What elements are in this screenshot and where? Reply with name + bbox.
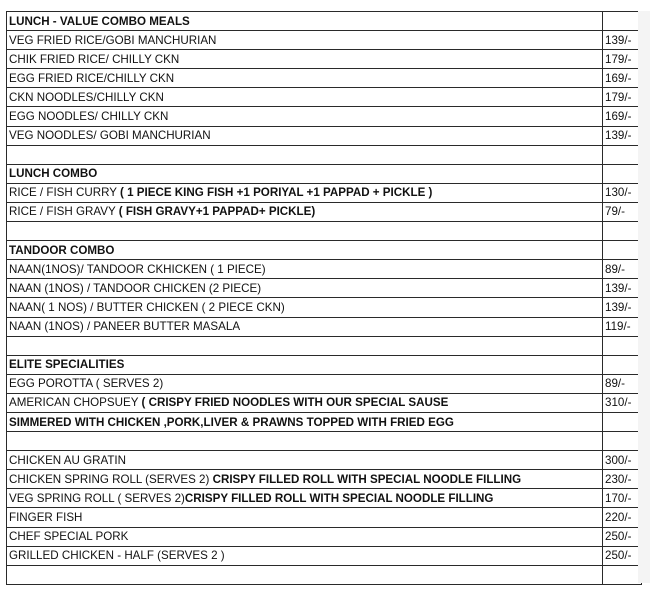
item-name: [7, 374, 603, 393]
item-price: 179/-: [603, 88, 642, 107]
menu-table: [6, 11, 642, 585]
item-name: [7, 527, 603, 546]
item-description: SIMMERED WITH CHICKEN ,PORK,LIVER & PRAWNS TOPPED WITH FRIED EGG: [9, 415, 454, 429]
menu-item-row: [7, 374, 642, 393]
item-name: [7, 432, 603, 451]
menu-section-heading: [7, 241, 642, 260]
menu-item-row: [7, 183, 642, 202]
item-name-text: AMERICAN CHOPSUEY: [9, 396, 142, 410]
item-price: 139/-: [603, 31, 642, 50]
item-name-text: CHICKEN AU GRATIN: [9, 453, 127, 467]
item-name: [7, 126, 603, 145]
menu-section-heading: [7, 164, 642, 183]
item-price: 310/-: [603, 393, 642, 412]
menu-item-row: [7, 260, 642, 279]
item-name: [7, 546, 603, 565]
menu-item-row: [7, 393, 642, 412]
item-name: [7, 145, 603, 164]
item-name-text: CHICKEN SPRING ROLL (SERVES 2): [9, 472, 213, 486]
menu-item-row: [7, 88, 642, 107]
item-name: [7, 50, 603, 69]
item-name: [7, 470, 603, 489]
menu-item-row: [7, 31, 642, 50]
item-name-text: ELITE SPECIALITIES: [9, 358, 125, 372]
menu-item-row: [7, 126, 642, 145]
item-name: [7, 88, 603, 107]
item-description: ( CRISPY FRIED NOODLES WITH OUR SPECIAL SAUSE: [141, 396, 449, 410]
item-price: [603, 432, 642, 451]
item-name: [7, 336, 603, 355]
item-name: [7, 393, 603, 412]
menu-item-row: [7, 508, 642, 527]
menu-item-row: [7, 527, 642, 546]
item-name-text: LUNCH COMBO: [9, 167, 98, 181]
item-price: 79/-: [603, 202, 642, 221]
item-name: [7, 451, 603, 470]
item-name: [7, 317, 603, 336]
item-price: [603, 145, 642, 164]
menu-blank-row: [7, 145, 642, 164]
item-name-text: TANDOOR COMBO: [9, 243, 115, 257]
menu-item-row: [7, 470, 642, 489]
item-price: [603, 355, 642, 374]
menu-item-row: [7, 412, 642, 431]
item-price: 230/-: [603, 470, 642, 489]
item-description: ( 1 PIECE KING FISH +1 PORIYAL +1 PAPPAD + PICKLE ): [120, 186, 433, 200]
item-name-text: GRILLED CHICKEN - HALF (SERVES 2 ): [9, 549, 225, 563]
menu-item-row: [7, 202, 642, 221]
item-name: [7, 69, 603, 88]
section-title: [7, 164, 603, 183]
menu-item-row: [7, 317, 642, 336]
menu-blank-row: [7, 222, 642, 241]
item-name: [7, 489, 603, 508]
item-price: 139/-: [603, 126, 642, 145]
item-price: 119/-: [603, 317, 642, 336]
item-name-text: NAAN (1NOS) / PANEER BUTTER MASALA: [9, 320, 241, 334]
item-name: [7, 412, 603, 431]
item-description: CRISPY FILLED ROLL WITH SPECIAL NOODLE FILLING: [184, 491, 494, 505]
item-price: 89/-: [603, 260, 642, 279]
item-price: 170/-: [603, 489, 642, 508]
item-price: 300/-: [603, 451, 642, 470]
menu-item-row: [7, 50, 642, 69]
item-price: [603, 565, 642, 584]
item-name-text: RICE / FISH CURRY: [9, 186, 121, 200]
menu-item-row: [7, 69, 642, 88]
item-name-text: EGG FRIED RICE/CHILLY CKN: [9, 71, 175, 85]
menu-item-row: [7, 546, 642, 565]
menu-item-row: [7, 279, 642, 298]
item-name-text: EGG POROTTA ( SERVES 2): [9, 377, 164, 391]
item-price: 139/-: [603, 279, 642, 298]
menu-item-row: [7, 451, 642, 470]
item-price: 130/-: [603, 183, 642, 202]
item-name-text: FINGER FISH: [9, 510, 83, 524]
item-description: CRISPY FILLED ROLL WITH SPECIAL NOODLE FILLING: [212, 472, 522, 486]
item-name-text: EGG NOODLES/ CHILLY CKN: [9, 110, 169, 124]
item-name: [7, 202, 603, 221]
item-price: [603, 336, 642, 355]
menu-item-row: [7, 107, 642, 126]
item-name-text: CKN NOODLES/CHILLY CKN: [9, 90, 164, 104]
item-price: 179/-: [603, 50, 642, 69]
item-name: [7, 279, 603, 298]
item-name-text: RICE / FISH GRAVY: [9, 205, 119, 219]
item-name-text: CHEF SPECIAL PORK: [9, 530, 129, 544]
item-name-text: NAAN(1NOS)/ TANDOOR CKHICKEN ( 1 PIECE): [9, 262, 266, 276]
item-price: 139/-: [603, 298, 642, 317]
section-title: [7, 355, 603, 374]
item-price: 250/-: [603, 546, 642, 565]
menu-blank-row: [7, 565, 642, 584]
item-name-text: LUNCH - VALUE COMBO MEALS: [9, 14, 190, 28]
item-price: 89/-: [603, 374, 642, 393]
item-price: [603, 12, 642, 31]
item-price: 169/-: [603, 69, 642, 88]
item-name: [7, 508, 603, 527]
item-name-text: VEG NOODLES/ GOBI MANCHURIAN: [9, 129, 211, 143]
item-name-text: VEG SPRING ROLL ( SERVES 2): [9, 491, 185, 505]
menu-blank-row: [7, 432, 642, 451]
item-name: [7, 31, 603, 50]
item-description: ( FISH GRAVY+1 PAPPAD+ PICKLE): [118, 205, 316, 219]
section-title: [7, 241, 603, 260]
item-name-text: VEG FRIED RICE/GOBI MANCHURIAN: [9, 33, 217, 47]
item-name: [7, 565, 603, 584]
item-price: 220/-: [603, 508, 642, 527]
item-price: 169/-: [603, 107, 642, 126]
item-name: [7, 222, 603, 241]
item-name-text: NAAN (1NOS) / TANDOOR CHICKEN (2 PIECE): [9, 281, 262, 295]
item-name: [7, 183, 603, 202]
item-name-text: CHIK FRIED RICE/ CHILLY CKN: [9, 52, 180, 66]
menu-table-body: [7, 12, 642, 585]
item-price: 250/-: [603, 527, 642, 546]
menu-sheet: [6, 11, 638, 583]
page-edge: [638, 11, 650, 583]
item-name: [7, 107, 603, 126]
item-name: [7, 298, 603, 317]
item-price: [603, 164, 642, 183]
menu-item-row: [7, 489, 642, 508]
item-name-text: NAAN( 1 NOS) / BUTTER CHICKEN ( 2 PIECE CKN): [9, 300, 285, 314]
item-name: [7, 260, 603, 279]
item-price: [603, 412, 642, 431]
section-title: [7, 12, 603, 31]
menu-blank-row: [7, 336, 642, 355]
menu-section-heading: [7, 12, 642, 31]
menu-item-row: [7, 298, 642, 317]
item-price: [603, 222, 642, 241]
menu-section-heading: [7, 355, 642, 374]
item-price: [603, 241, 642, 260]
